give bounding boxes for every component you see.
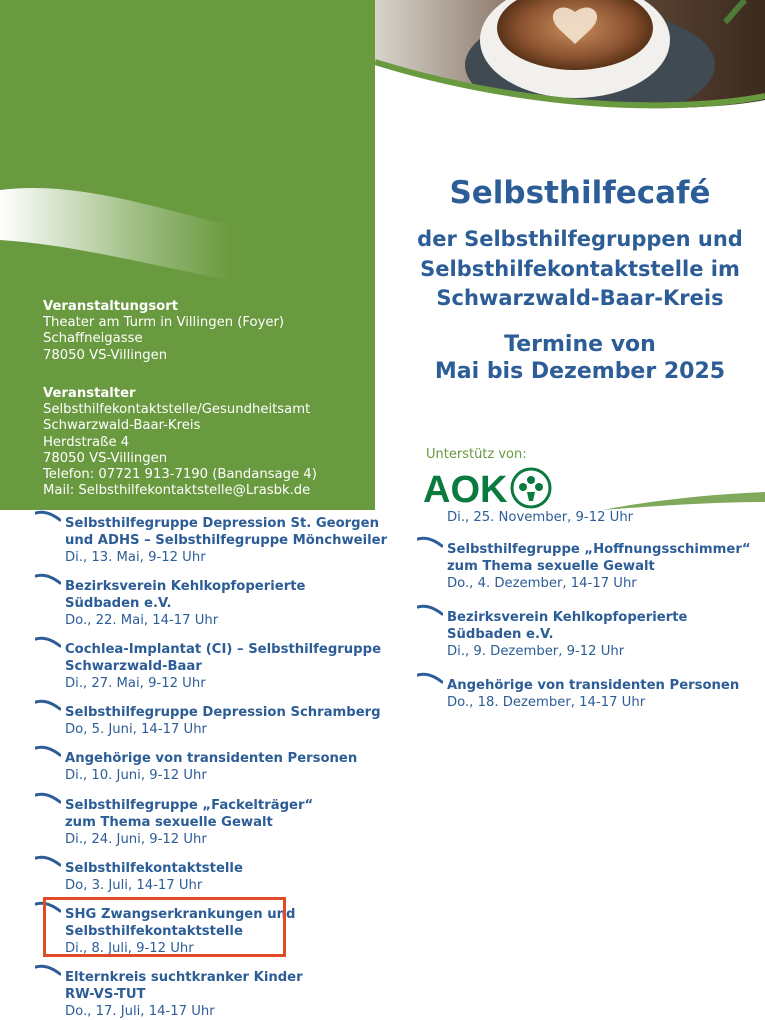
organizer-email[interactable]: Mail: Selbsthilfekontaktstelle@Lrasbk.de (43, 483, 311, 499)
organizer-heading: Veranstalter (43, 386, 136, 401)
swoosh-bullet-icon (417, 603, 443, 617)
schedule-entry (65, 641, 381, 692)
group-name: Südbaden e.V. (447, 627, 554, 642)
venue-heading: Veranstaltungsort (43, 299, 179, 314)
event-date: Di., 25. November, 9-12 Uhr (447, 510, 634, 525)
coffee-cup-icon (375, 0, 765, 130)
event-date: Di., 24. Juni, 9-12 Uhr (65, 832, 207, 847)
swoosh-bullet-icon (35, 963, 61, 977)
organizer-phone: Telefon: 07721 913-7190 (Bandansage 4) (43, 467, 317, 483)
event-date: Di., 8. Juli, 9-12 Uhr (65, 941, 194, 956)
decorative-swoosh (0, 170, 375, 290)
group-name: Elternkreis suchtkranker Kinder (65, 970, 303, 985)
schedule-entry (65, 969, 303, 1020)
schedule-entry (65, 860, 243, 894)
schedule-entry (447, 509, 633, 526)
swoosh-bullet-icon (417, 535, 443, 549)
event-date: Do., 22. Mai, 14-17 Uhr (65, 613, 219, 628)
group-name: Selbsthilfekontaktstelle (65, 924, 243, 939)
organizer-block (43, 386, 317, 499)
swoosh-bullet-icon (35, 635, 61, 649)
group-name: und ADHS – Selbsthilfegruppe Mönchweiler (65, 533, 388, 548)
swoosh-bullet-icon (35, 698, 61, 712)
swoosh-bullet-icon (35, 509, 61, 523)
venue-line: 78050 VS-Villingen (43, 347, 168, 363)
event-date: Do., 4. Dezember, 14-17 Uhr (447, 576, 637, 591)
subtitle (395, 225, 765, 314)
swoosh-bullet-icon (35, 744, 61, 758)
date-range-heading (395, 331, 765, 385)
group-name: Selbsthilfegruppe Depression St. Georgen (65, 516, 379, 531)
coffee-photo (375, 0, 765, 130)
swoosh-bullet-icon (35, 791, 61, 805)
group-name: Cochlea-Implantat (CI) – Selbsthilfegruppe (65, 642, 382, 657)
schedule-entry (65, 704, 381, 738)
swoosh-bullet-icon (35, 854, 61, 868)
group-name: Angehörige von transidenten Personen (65, 751, 358, 766)
swoosh-bullet-icon (417, 671, 443, 685)
group-name: zum Thema sexuelle Gewalt (65, 815, 273, 830)
event-date: Do, 5. Juni, 14-17 Uhr (65, 722, 207, 737)
schedule-entry (65, 578, 305, 629)
highlight-box (43, 897, 286, 957)
subtitle-line: der Selbsthilfegruppen und (417, 227, 743, 251)
event-date: Di., 9. Dezember, 9-12 Uhr (447, 644, 625, 659)
venue-line: Theater am Turm in Villingen (Foyer) (43, 315, 285, 331)
event-date: Di., 27. Mai, 9-12 Uhr (65, 676, 206, 691)
page-title: Selbsthilfecafé (449, 175, 711, 211)
subtitle-line: Schwarzwald-Baar-Kreis (436, 286, 724, 310)
swoosh-bullet-icon (35, 572, 61, 586)
organizer-line: 78050 VS-Villingen (43, 450, 168, 466)
group-name: Südbaden e.V. (65, 596, 172, 611)
group-name: Selbsthilfegruppe „Hoffnungsschimmer“ (447, 542, 751, 557)
schedule-entry (447, 541, 751, 592)
date-range-line: Mai bis Dezember 2025 (434, 359, 726, 384)
schedule-entry (65, 797, 313, 848)
group-name: Selbsthilfegruppe Depression Schramberg (65, 705, 381, 720)
group-name: RW-VS-TUT (65, 987, 146, 1002)
event-date: Do., 17. Juli, 14-17 Uhr (65, 1004, 215, 1019)
venue-block (43, 299, 284, 364)
aok-logo-icon (423, 466, 765, 512)
date-range-line: Termine von (504, 332, 656, 357)
group-name: Selbsthilfegruppe „Fackelträger“ (65, 798, 314, 813)
event-date: Do, 3. Juli, 14-17 Uhr (65, 878, 203, 893)
group-name: Bezirksverein Kehlkopfoperierte (447, 610, 688, 625)
event-date: Di., 10. Juni, 9-12 Uhr (65, 768, 207, 783)
venue-panel (0, 0, 375, 510)
group-name: Selbsthilfekontaktstelle (65, 861, 243, 876)
schedule-entry (65, 750, 357, 784)
organizer-line: Herdstraße 4 (43, 434, 130, 450)
group-name: SHG Zwangserkrankungen und (65, 907, 296, 922)
subtitle-line: Selbsthilfekontaktstelle im (420, 256, 740, 281)
group-name: Bezirksverein Kehlkopfoperierte (65, 579, 306, 594)
schedule-entry (447, 677, 739, 711)
event-date: Do., 18. Dezember, 14-17 Uhr (447, 695, 646, 710)
group-name: zum Thema sexuelle Gewalt (447, 559, 655, 574)
schedule-entry (65, 515, 387, 566)
group-name: Angehörige von transidenten Personen (447, 678, 740, 693)
aok-logo-text: AOK (423, 469, 508, 511)
venue-line: Schaffneigasse (43, 331, 143, 347)
organizer-line: Selbsthilfekontaktstelle/Gesundheitsamt (43, 402, 311, 418)
organizer-line: Schwarzwald-Baar-Kreis (43, 418, 201, 434)
sponsor-label: Unterstütz von: (426, 447, 527, 462)
schedule-entry (447, 609, 687, 660)
group-name: Schwarzwald-Baar (65, 659, 202, 674)
event-date: Di., 13. Mai, 9-12 Uhr (65, 550, 206, 565)
